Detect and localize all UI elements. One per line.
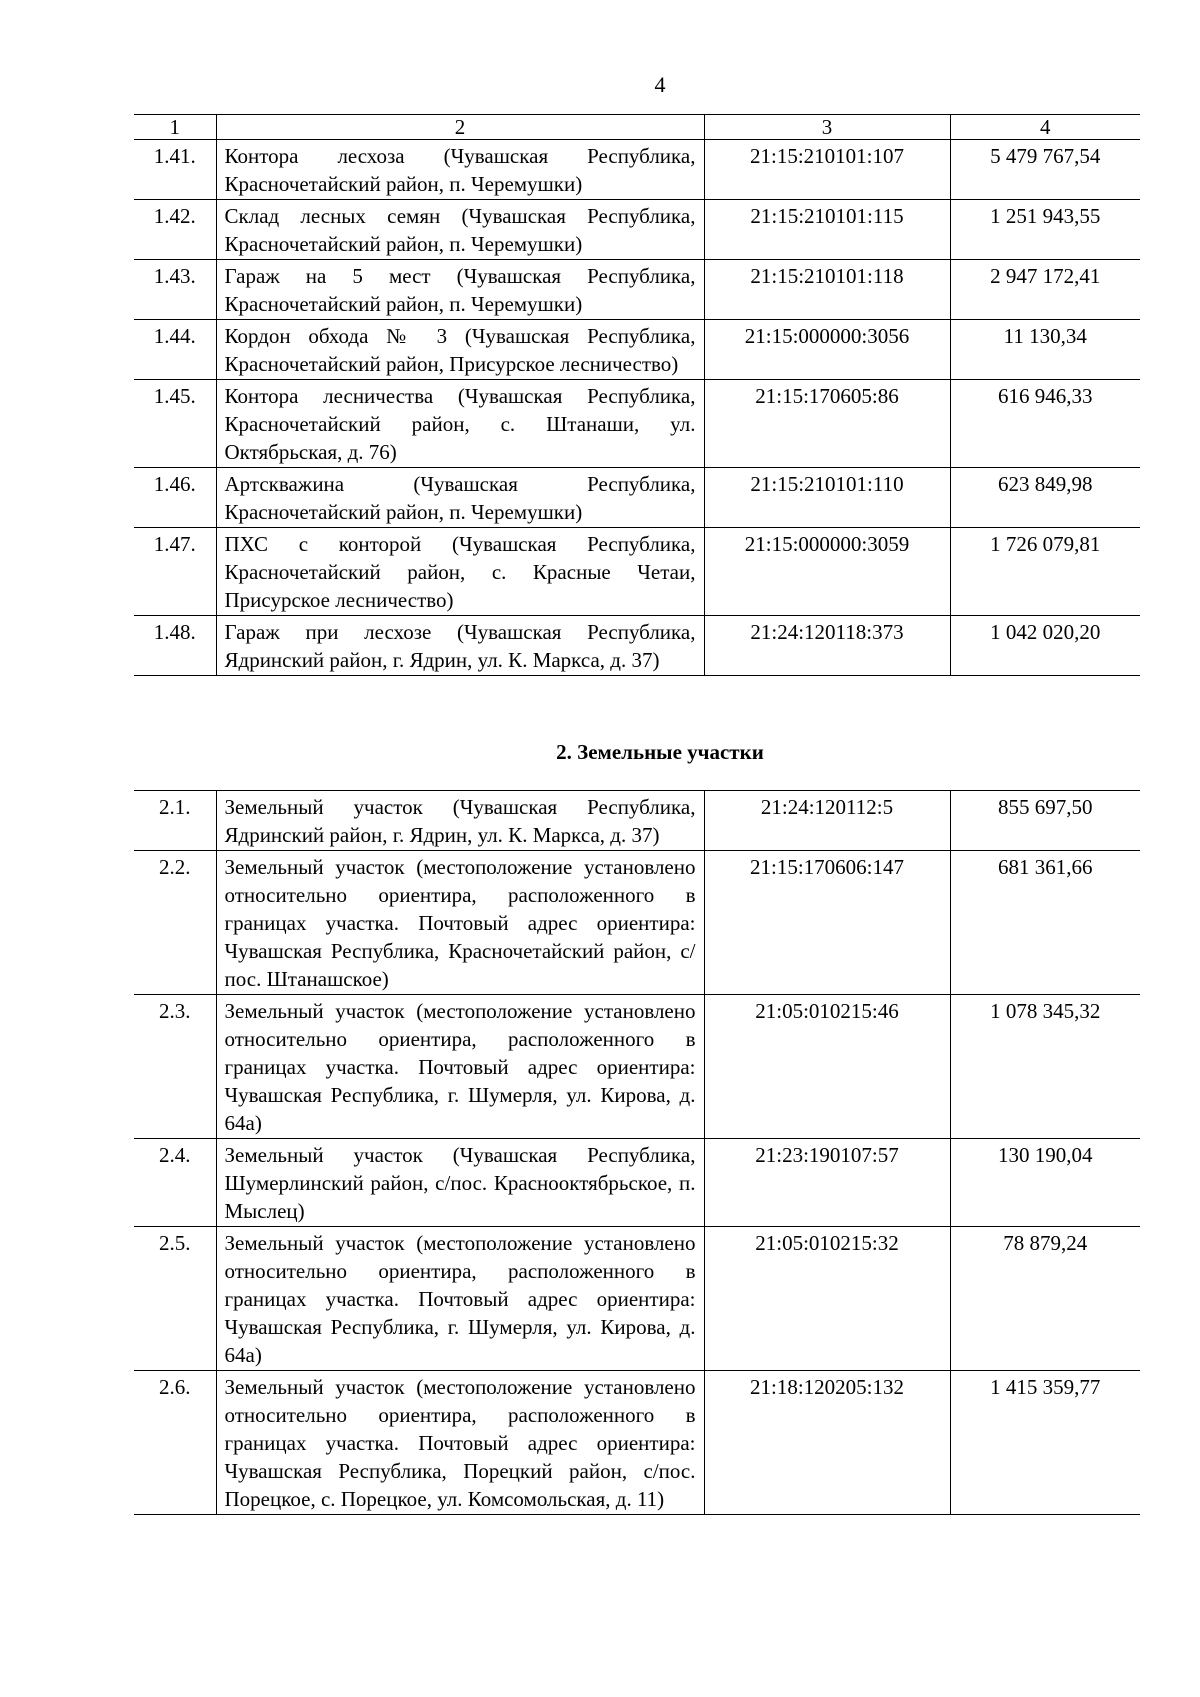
row-cadastral-number: 21:15:170606:147 — [704, 851, 950, 995]
table-row — [134, 995, 1140, 1139]
row-cadastral-number: 21:05:010215:46 — [704, 995, 950, 1139]
row-cadastral-number: 21:18:120205:132 — [704, 1371, 950, 1515]
row-value: 1 726 079,81 — [950, 528, 1140, 616]
row-description: Земельный участок (Чувашская Республика, Шумерлинский район, с/пос. Краснооктябрьское, п. Мыслец) — [216, 1139, 704, 1227]
row-number: 1.41. — [134, 140, 216, 200]
row-value: 623 849,98 — [950, 468, 1140, 528]
header-col-3: 3 — [704, 115, 950, 140]
row-cadastral-number: 21:24:120118:373 — [704, 616, 950, 676]
row-number: 1.48. — [134, 616, 216, 676]
row-description: Земельный участок (местоположение установлено относительно ориентира, расположенного в границах участка. Почтовый адрес ориентира: Чувашская Республика, Порецкий район, с/пос. Порецкое, с. Порецкое, ул. Комсомольская, д. 11) — [216, 1371, 704, 1515]
table-row — [134, 380, 1140, 468]
table-row — [134, 200, 1140, 260]
table-row — [134, 260, 1140, 320]
row-description: Земельный участок (местоположение установлено относительно ориентира, расположенного в границах участка. Почтовый адрес ориентира: Чувашская Республика, г. Шумерля, ул. Кирова, д. 64а) — [216, 995, 704, 1139]
row-number: 2.5. — [134, 1227, 216, 1371]
table-row — [134, 468, 1140, 528]
row-cadastral-number: 21:24:120112:5 — [704, 791, 950, 851]
row-number: 1.45. — [134, 380, 216, 468]
row-cadastral-number: 21:23:190107:57 — [704, 1139, 950, 1227]
row-number: 1.43. — [134, 260, 216, 320]
row-number: 2.2. — [134, 851, 216, 995]
row-cadastral-number: 21:15:210101:115 — [704, 200, 950, 260]
table-row — [134, 616, 1140, 676]
row-value: 78 879,24 — [950, 1227, 1140, 1371]
table-row — [134, 320, 1140, 380]
row-description: Земельный участок (Чувашская Республика, Ядринский район, г. Ядрин, ул. К. Маркса, д. 37) — [216, 791, 704, 851]
row-description: Контора лесхоза (Чувашская Республика, Красночетайский район, п. Черемушки) — [216, 140, 704, 200]
row-description: Склад лесных семян (Чувашская Республика, Красночетайский район, п. Черемушки) — [216, 200, 704, 260]
row-description: Гараж при лесхозе (Чувашская Республика, Ядринский район, г. Ядрин, ул. К. Маркса, д. 37) — [216, 616, 704, 676]
row-number: 2.3. — [134, 995, 216, 1139]
row-cadastral-number: 21:15:000000:3059 — [704, 528, 950, 616]
table-header-row — [134, 115, 1140, 140]
row-number: 1.44. — [134, 320, 216, 380]
table-row — [134, 851, 1140, 995]
row-value: 616 946,33 — [950, 380, 1140, 468]
page-number: 4 — [654, 72, 666, 97]
row-number: 2.6. — [134, 1371, 216, 1515]
land-plots-rows — [134, 791, 1140, 1515]
land-plots-table — [134, 790, 1140, 1515]
row-description: Земельный участок (местоположение установлено относительно ориентира, расположенного в границах участка. Почтовый адрес ориентира: Чувашская Республика, Красночетайский район, с/пос. Штанашское) — [216, 851, 704, 995]
section-heading: 2. Земельные участки — [556, 740, 764, 764]
buildings-rows — [134, 140, 1140, 676]
row-description: Кордон обхода № 3 (Чувашская Республика, Красночетайский район, Присурское лесничество) — [216, 320, 704, 380]
row-number: 2.1. — [134, 791, 216, 851]
row-value: 2 947 172,41 — [950, 260, 1140, 320]
row-number: 1.42. — [134, 200, 216, 260]
row-cadastral-number: 21:15:210101:110 — [704, 468, 950, 528]
row-description: Артскважина (Чувашская Республика, Красночетайский район, п. Черемушки) — [216, 468, 704, 528]
header-col-1: 1 — [134, 115, 216, 140]
row-value: 855 697,50 — [950, 791, 1140, 851]
row-value: 1 078 345,32 — [950, 995, 1140, 1139]
table-row — [134, 1371, 1140, 1515]
table-row — [134, 528, 1140, 616]
row-description: Контора лесничества (Чувашская Республика, Красночетайский район, с. Штанаши, ул. Октябрьская, д. 76) — [216, 380, 704, 468]
row-value: 1 415 359,77 — [950, 1371, 1140, 1515]
row-value: 11 130,34 — [950, 320, 1140, 380]
header-col-2: 2 — [216, 115, 704, 140]
row-cadastral-number: 21:15:210101:118 — [704, 260, 950, 320]
row-value: 5 479 767,54 — [950, 140, 1140, 200]
row-value: 130 190,04 — [950, 1139, 1140, 1227]
row-description: Земельный участок (местоположение установлено относительно ориентира, расположенного в границах участка. Почтовый адрес ориентира: Чувашская Республика, г. Шумерля, ул. Кирова, д. 64а) — [216, 1227, 704, 1371]
row-number: 1.46. — [134, 468, 216, 528]
table-row — [134, 1139, 1140, 1227]
header-col-4: 4 — [950, 115, 1140, 140]
row-number: 1.47. — [134, 528, 216, 616]
buildings-table — [134, 114, 1140, 676]
row-cadastral-number: 21:15:000000:3056 — [704, 320, 950, 380]
row-description: Гараж на 5 мест (Чувашская Республика, Красночетайский район, п. Черемушки) — [216, 260, 704, 320]
row-number: 2.4. — [134, 1139, 216, 1227]
row-cadastral-number: 21:05:010215:32 — [704, 1227, 950, 1371]
row-description: ПХС с конторой (Чувашская Республика, Красночетайский район, с. Красные Четаи, Присурское лесничество) — [216, 528, 704, 616]
table-row — [134, 791, 1140, 851]
row-cadastral-number: 21:15:210101:107 — [704, 140, 950, 200]
row-value: 1 042 020,20 — [950, 616, 1140, 676]
row-value: 1 251 943,55 — [950, 200, 1140, 260]
table-row — [134, 1227, 1140, 1371]
row-value: 681 361,66 — [950, 851, 1140, 995]
row-cadastral-number: 21:15:170605:86 — [704, 380, 950, 468]
table-row — [134, 140, 1140, 200]
